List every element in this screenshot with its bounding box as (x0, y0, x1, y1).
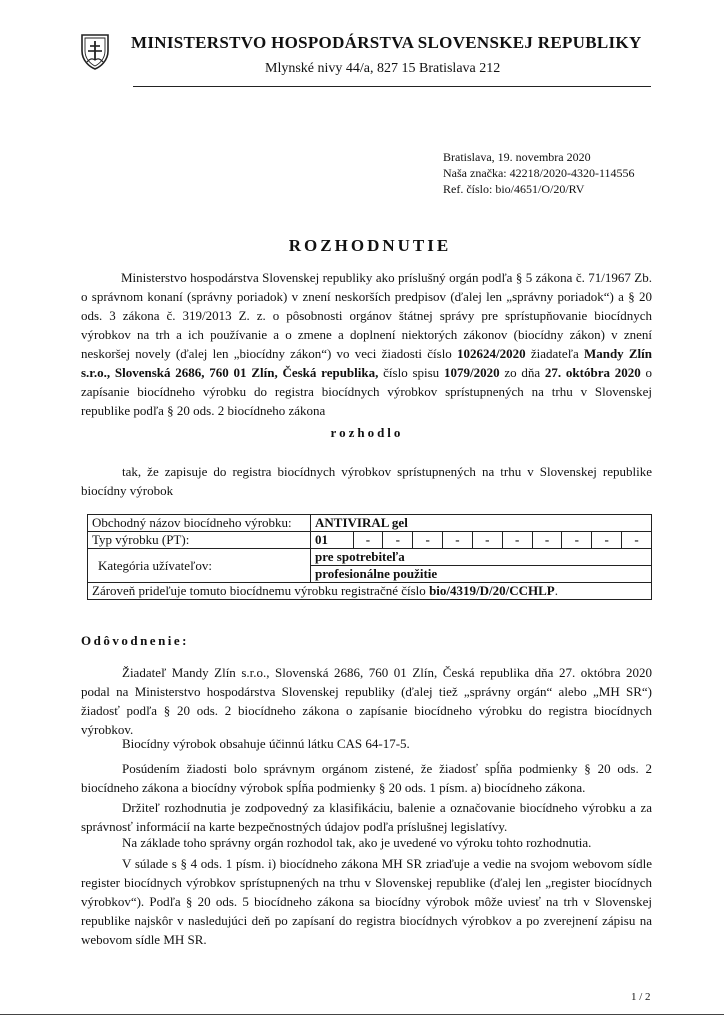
trade-name-row (88, 515, 652, 532)
product-type-label: Typ výrobku (PT): (88, 532, 311, 549)
pt-value: - (382, 532, 412, 548)
pt-value: - (591, 532, 621, 548)
registration-row (88, 583, 652, 600)
header-divider (133, 86, 651, 87)
trade-name-value: ANTIVIRAL gel (311, 515, 652, 532)
reasoning-paragraph-2: Biocídny výrobok obsahuje účinnú látku CAS 64-17-5. (122, 736, 410, 751)
decision-text: tak, že zapisuje do registra biocídnych výrobkov sprístupnených na trhu v Slovenskej republike biocídny výrobok (81, 464, 652, 498)
intro-paragraph: Ministerstvo hospodárstva Slovenskej republiky ako príslušný orgán podľa § 5 zákona č. 71/1967 Zb. o správnom konaní (správny poriadok) v znení neskorších predpisov (ďalej len „správny poriadok“) a § 20 ods. 3 zákona č. 319/2013 Z. z. o pôsobnosti orgánov štátnej správy pre sprístupňovanie biocídnych výrobkov na trh a ich používanie a o zmene a doplnení niektorých zákonov (biocídny zákon) v znení neskoršej novely (ďalej len „biocídny zákon“) vo veci žiadosti číslo 102624/2020 žiadateľa Mandy Zlín s.r.o., Slovenská 2686, 760 01 Zlín, Česká republika, číslo spisu 1079/2020 zo dňa 27. októbra 2020 o zapísanie biocídneho výrobku do registra biocídnych výrobkov sprístupnených na trhu v Slovenskej republike podľa § 20 ods. 2 biocídneho zákona (81, 270, 653, 418)
reasoning-paragraph-3: Posúdením žiadosti bolo správnym orgánom zistené, že žiadosť spĺňa podmienky § 20 ods. 2 biocídneho zákona a biocídny výrobok spĺňa podmienky § 20 ods. 1 písm. a) biocídneho zákona. (81, 761, 652, 795)
ministry-address: Mlynské nivy 44/a, 827 15 Bratislava 212 (265, 61, 501, 76)
coat-of-arms-icon (80, 33, 110, 71)
pt-value: - (353, 532, 383, 548)
pt-value: - (621, 532, 651, 548)
product-type-values (311, 532, 652, 549)
category-label: Kategória užívateľov: (88, 549, 311, 583)
reasoning-paragraph-6: V súlade s § 4 ods. 1 písm. i) biocídneho zákona MH SR zriaďuje a vedie na svojom webovom sídle register biocídnych výrobkov sprístupnených na trhu v Slovenskej republike (ďalej len „register biocídnych výrobkov“). Podľa § 20 ods. 5 biocídneho zákona sa biocídny výrobok môže uviesť na trh v Slovenskej republike najskôr v nasledujúci deň po zapísaní do registra biocídnych výrobkov a po zverejnení zápisu na webovom sídle MH SR. (81, 856, 652, 947)
pt-value: 01 (315, 532, 328, 547)
reference-number: Ref. číslo: bio/4651/O/20/RV (443, 182, 585, 196)
pt-value: - (472, 532, 502, 548)
category-professional: profesionálne použitie (311, 566, 652, 583)
category-consumer: pre spotrebiteľa (311, 549, 652, 566)
page-number: 1 / 2 (631, 991, 651, 1003)
registry-table (87, 514, 652, 600)
registration-number: bio/4319/D/20/CCHLP (429, 583, 555, 598)
category-row-1 (88, 549, 652, 566)
footer-divider (0, 1014, 724, 1015)
pt-value: - (532, 532, 562, 548)
registration-text: Zároveň prideľuje tomuto biocídnemu výrobku registračné číslo (92, 583, 430, 598)
reasoning-paragraph-5: Na základe toho správny orgán rozhodol tak, ako je uvedené vo výroku tohto rozhodnutia. (122, 835, 592, 850)
registration-end: . (554, 583, 558, 598)
registration-cell (88, 583, 652, 600)
pt-value: - (442, 532, 472, 548)
date-line: Bratislava, 19. novembra 2020 (443, 150, 591, 164)
ministry-name: MINISTERSTVO HOSPODÁRSTVA SLOVENSKEJ REPUBLIKY (131, 33, 642, 52)
our-reference: Naša značka: 42218/2020-4320-114556 (443, 166, 635, 180)
reasoning-heading: Odôvodnenie: (81, 633, 190, 648)
reasoning-paragraph-1: Žiadateľ Mandy Zlín s.r.o., Slovenská 2686, 760 01 Zlín, Česká republika dňa 27. októbra 2020 podal na Ministerstvo hospodárstva Slovenskej republiky (ďalej tiež „správny orgán“ alebo „MH SR“) žiadosť podľa § 20 ods. 2 biocídneho zákona o zapísanie biocídneho výrobku do registra biocídnych výrobkov. (81, 665, 652, 737)
decided-heading: rozhodlo (330, 425, 404, 440)
pt-value: - (561, 532, 591, 548)
pt-value: - (502, 532, 532, 548)
reasoning-paragraph-4: Držiteľ rozhodnutia je zodpovedný za klasifikáciu, balenie a označovanie biocídneho výrobku a za správnosť informácií na karte bezpečnostných údajov podľa príslušnej legislatívy. (81, 800, 652, 834)
trade-name-label: Obchodný názov biocídneho výrobku: (88, 515, 311, 532)
pt-value: - (412, 532, 442, 548)
document-title: ROZHODNUTIE (288, 236, 452, 255)
product-type-row (88, 532, 652, 549)
